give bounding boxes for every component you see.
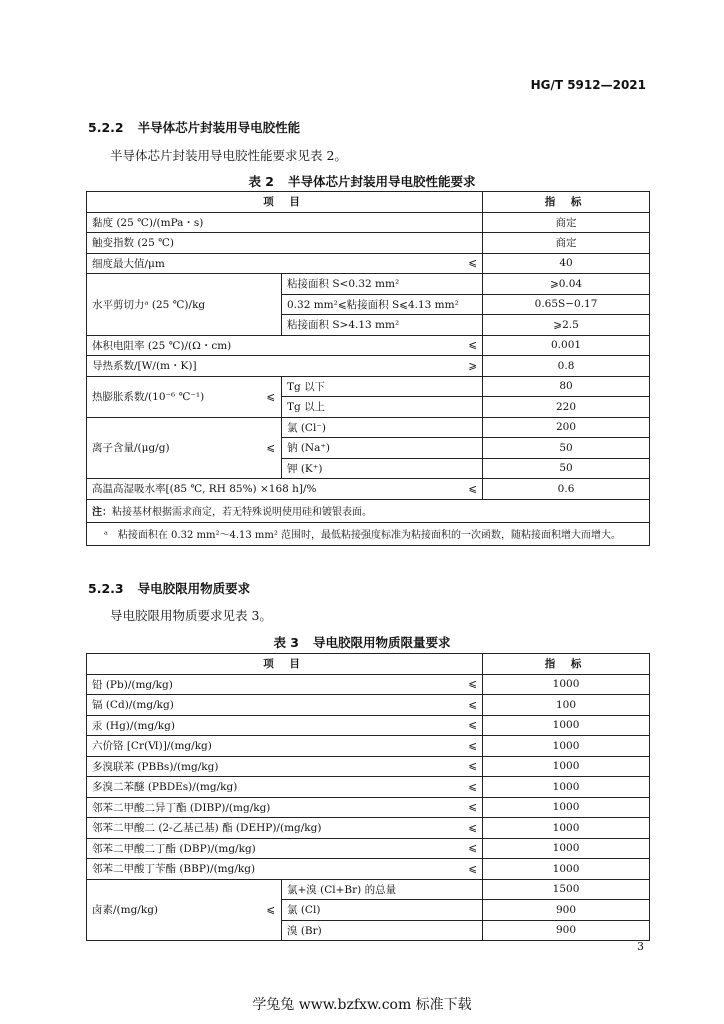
row-label: 水平剪切力ᵃ (25 ℃)/kg: [87, 274, 282, 336]
row-label: 邻苯二甲酸二异丁酯 (DIBP)/(mg/kg): [87, 797, 282, 818]
row-comparator: ⩽: [261, 417, 282, 479]
document-code: HG/T 5912—2021: [530, 78, 646, 92]
row-value: 0.001: [483, 335, 650, 356]
row-value: 900: [483, 900, 650, 921]
row-comparator: ⩽: [282, 818, 483, 839]
section-number: 5.2.2: [88, 120, 124, 135]
row-comparator: ⩽: [261, 879, 282, 941]
table-row: [87, 818, 650, 839]
table-2-caption-title: 半导体芯片封装用导电胶性能要求: [288, 174, 476, 189]
row-value: 1000: [483, 777, 650, 798]
row-comparator: ⩾: [282, 356, 483, 377]
note-label: 注：: [92, 507, 112, 518]
table-2: [86, 191, 650, 546]
row-comparator: ⩽: [282, 859, 483, 880]
row-condition: 钾 (K⁺): [282, 458, 483, 479]
row-label: 邻苯二甲酸丁苄酯 (BBP)/(mg/kg): [87, 859, 282, 880]
row-value: 220: [483, 397, 650, 418]
row-label: 细度最大值/μm: [87, 253, 282, 274]
row-label: 镉 (Cd)/(mg/kg): [87, 695, 282, 716]
row-comparator: ⩽: [282, 253, 483, 274]
row-condition: Tg 以上: [282, 397, 483, 418]
row-condition: 溴 (Br): [282, 920, 483, 941]
header-item: 项 目: [87, 654, 483, 675]
row-label: 六价铬 [Cr(Ⅵ)]/(mg/kg): [87, 736, 282, 757]
row-label: 邻苯二甲酸二丁酯 (DBP)/(mg/kg): [87, 838, 282, 859]
row-label: 卤素/(mg/kg): [87, 879, 261, 941]
row-comparator: ⩽: [282, 335, 483, 356]
row-value: 1000: [483, 859, 650, 880]
row-value: ⩾2.5: [483, 315, 650, 336]
row-condition: 氯+溴 (Cl+Br) 的总量: [282, 879, 483, 900]
table-footnote-row: [87, 522, 650, 545]
table-row: [87, 879, 650, 900]
table-row: [87, 479, 650, 500]
table-row: [87, 376, 650, 397]
table-3: [86, 653, 650, 941]
row-value: 40: [483, 253, 650, 274]
row-comparator: ⩽: [282, 736, 483, 757]
row-condition: 粘接面积 S<0.32 mm²: [282, 274, 483, 295]
table-row: [87, 253, 650, 274]
section-5-2-3-heading: [88, 579, 250, 597]
footnote-text: 粘接面积在 0.32 mm²～4.13 mm² 范围时，最低粘接强度标准为粘接面积的一次函数，随粘接面积增大而增大。: [117, 530, 622, 541]
table-2-caption-label: 表 2: [248, 174, 275, 189]
table-row: [87, 859, 650, 880]
row-value: 0.8: [483, 356, 650, 377]
row-comparator: ⩽: [282, 479, 483, 500]
table-header-row: [87, 192, 650, 213]
row-value: 0.6: [483, 479, 650, 500]
table-row: [87, 274, 650, 295]
row-label: 导热系数/[W/(m・K)]: [87, 356, 282, 377]
table-note-row: [87, 499, 650, 522]
table-note: [87, 499, 650, 522]
row-label: 黏度 (25 ℃)/(mPa・s): [87, 212, 483, 233]
row-label: 邻苯二甲酸二 (2-乙基己基) 酯 (DEHP)/(mg/kg): [87, 818, 282, 839]
row-label: 汞 (Hg)/(mg/kg): [87, 715, 282, 736]
row-comparator: ⩽: [282, 838, 483, 859]
section-number: 5.2.3: [88, 581, 124, 596]
row-comparator: ⩽: [282, 756, 483, 777]
table-row: [87, 674, 650, 695]
row-value: 0.65S−0.17: [483, 294, 650, 315]
row-value: 1000: [483, 736, 650, 757]
row-value: 1000: [483, 674, 650, 695]
row-comparator: ⩽: [261, 376, 282, 417]
table-row: [87, 233, 650, 254]
section-5-2-2-heading: [88, 118, 300, 136]
row-label: 高温高湿吸水率[(85 ℃, RH 85%) ×168 h]/%: [87, 479, 282, 500]
row-label: 体积电阻率 (25 ℃)/(Ω・cm): [87, 335, 282, 356]
footer-watermark: 学兔兔 www.bzfxw.com 标准下载: [252, 997, 472, 1013]
table-row: [87, 715, 650, 736]
row-value: 900: [483, 920, 650, 941]
row-value: 商定: [483, 233, 650, 254]
table-row: [87, 777, 650, 798]
table-header-row: [87, 654, 650, 675]
row-value: 1500: [483, 879, 650, 900]
row-value: 1000: [483, 715, 650, 736]
header-value: 指 标: [483, 654, 650, 675]
row-label: 热膨胀系数/(10⁻⁶ ℃⁻¹): [87, 376, 261, 417]
table-3-caption-label: 表 3: [273, 635, 300, 650]
table-row: [87, 838, 650, 859]
table-2-caption: [0, 172, 724, 190]
footnote-marker: ᵃ: [104, 530, 108, 541]
row-comparator: ⩽: [282, 674, 483, 695]
page-number: 3: [637, 940, 644, 953]
table-row: [87, 212, 650, 233]
table-3-caption-title: 导电胶限用物质限量要求: [313, 635, 451, 650]
row-value: 1000: [483, 797, 650, 818]
section-title: 半导体芯片封装用导电胶性能: [137, 120, 301, 135]
row-condition: Tg 以下: [282, 376, 483, 397]
header-item: 项 目: [87, 192, 483, 213]
row-value: ⩾0.04: [483, 274, 650, 295]
row-label: 多溴二苯醚 (PBDEs)/(mg/kg): [87, 777, 282, 798]
row-label: 铅 (Pb)/(mg/kg): [87, 674, 282, 695]
note-text: 粘接基材根据需求商定，若无特殊说明使用硅和镀银表面。: [112, 507, 372, 518]
row-condition: 0.32 mm²⩽粘接面积 S⩽4.13 mm²: [282, 294, 483, 315]
row-value: 1000: [483, 838, 650, 859]
row-label: 多溴联苯 (PBBs)/(mg/kg): [87, 756, 282, 777]
table-row: [87, 417, 650, 438]
section-title: 导电胶限用物质要求: [137, 581, 251, 596]
row-value: 200: [483, 417, 650, 438]
row-value: 80: [483, 376, 650, 397]
header-value: 指 标: [483, 192, 650, 213]
row-label: 离子含量/(μg/g): [87, 417, 261, 479]
table-row: [87, 797, 650, 818]
table-row: [87, 736, 650, 757]
row-condition: 氯 (Cl⁻): [282, 417, 483, 438]
row-value: 100: [483, 695, 650, 716]
row-value: 1000: [483, 818, 650, 839]
row-condition: 氯 (Cl): [282, 900, 483, 921]
row-comparator: ⩽: [282, 797, 483, 818]
table-3-caption: [0, 633, 724, 651]
row-value: 50: [483, 438, 650, 459]
section-5-2-3-paragraph: 导电胶限用物质要求见表 3。: [110, 608, 272, 623]
row-label: 触变指数 (25 ℃): [87, 233, 483, 254]
row-comparator: ⩽: [282, 715, 483, 736]
row-comparator: ⩽: [282, 695, 483, 716]
table-footnote: [87, 522, 650, 545]
table-row: [87, 356, 650, 377]
section-5-2-2-paragraph: 半导体芯片封装用导电胶性能要求见表 2。: [110, 148, 347, 163]
table-row: [87, 335, 650, 356]
row-condition: 钠 (Na⁺): [282, 438, 483, 459]
table-row: [87, 695, 650, 716]
row-value: 商定: [483, 212, 650, 233]
row-value: 1000: [483, 756, 650, 777]
row-condition: 粘接面积 S>4.13 mm²: [282, 315, 483, 336]
row-value: 50: [483, 458, 650, 479]
row-comparator: ⩽: [282, 777, 483, 798]
table-row: [87, 756, 650, 777]
